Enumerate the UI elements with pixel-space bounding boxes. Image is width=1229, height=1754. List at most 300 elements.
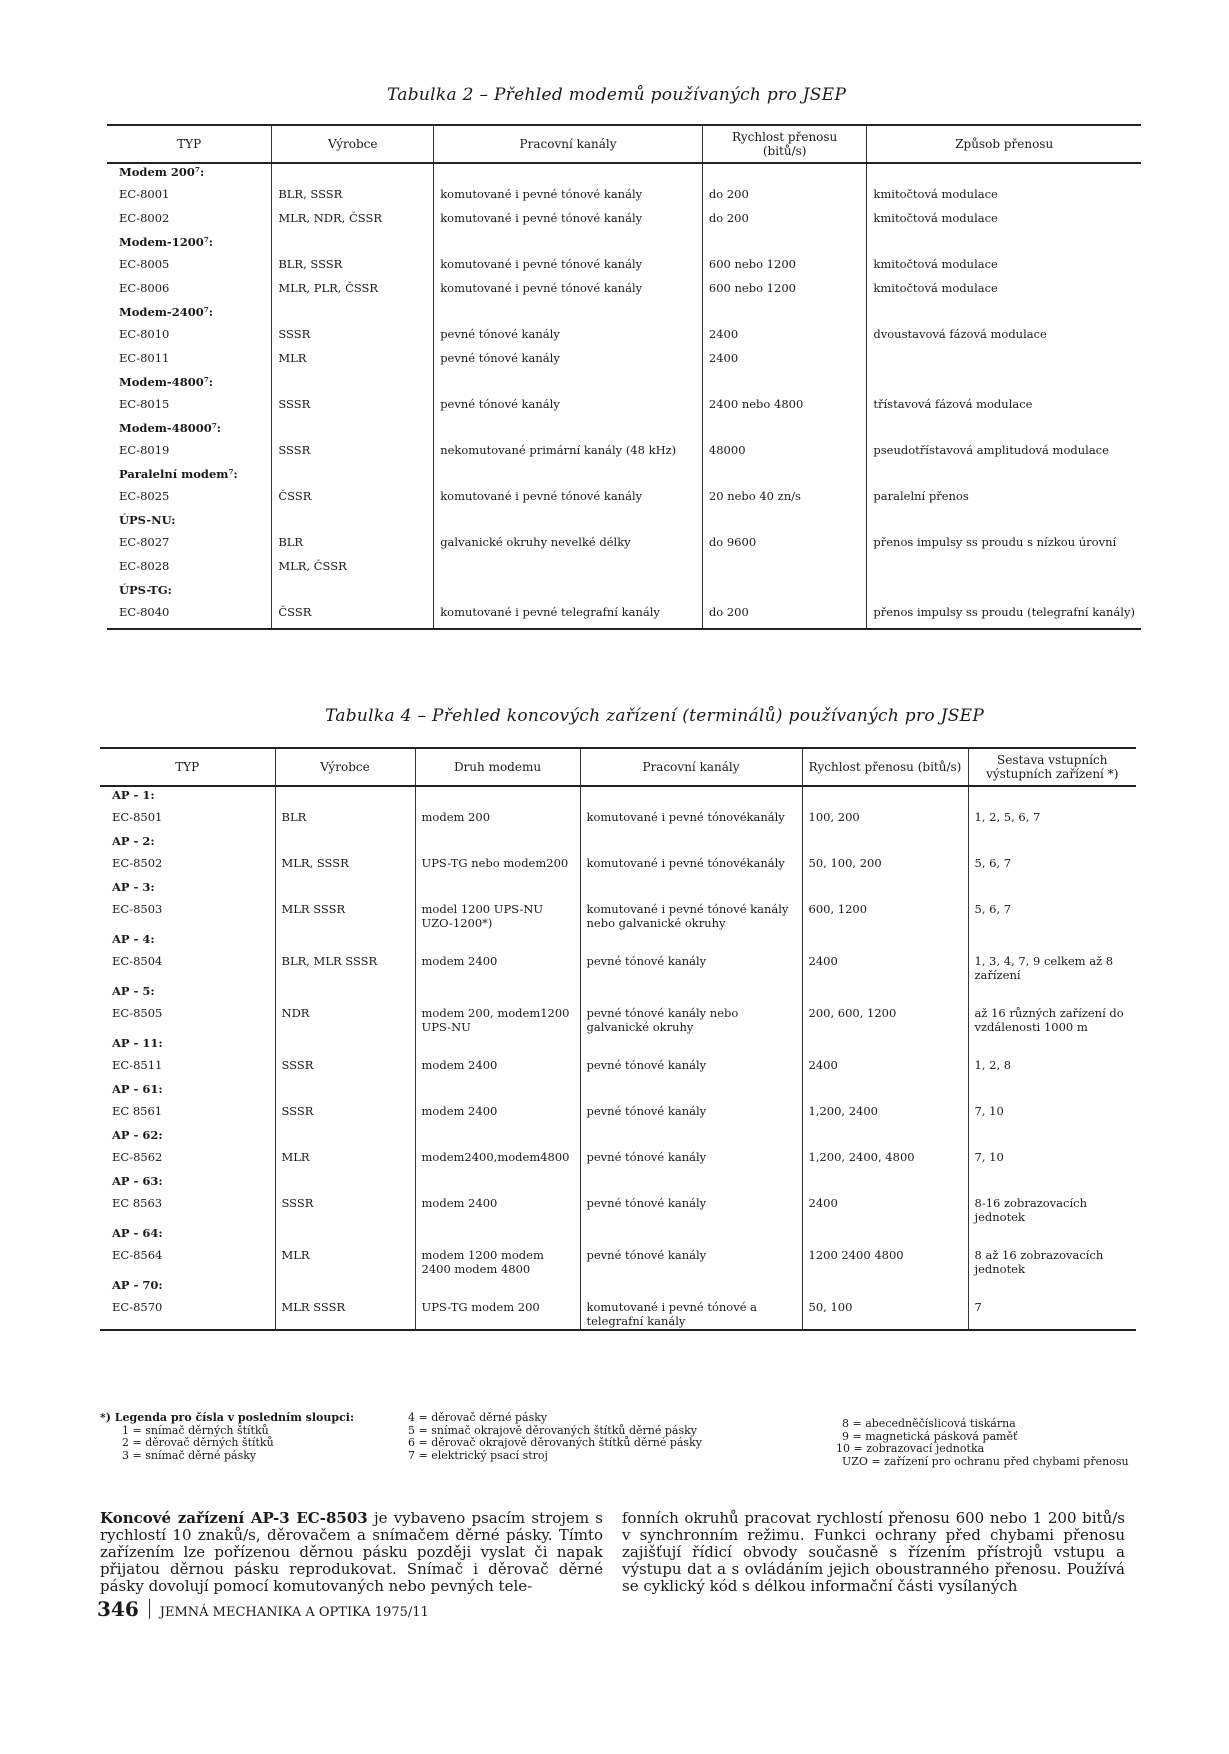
empty-cell — [802, 1173, 968, 1195]
empty-cell — [968, 1277, 1136, 1299]
table-cell: třístavová fázová modulace — [867, 396, 1141, 420]
table-row — [100, 1247, 1136, 1277]
table-row — [100, 1195, 1136, 1225]
table-cell: MLR, ČSSR — [272, 558, 434, 582]
empty-cell — [802, 1277, 968, 1299]
table-cell: dvoustavová fázová modulace — [867, 326, 1141, 350]
table-row — [107, 256, 1141, 280]
table-cell: EC-8011 — [119, 351, 170, 365]
table2-col-header: Způsob přenosu — [867, 125, 1141, 163]
table-cell: BLR, SSSR — [272, 186, 434, 210]
empty-cell — [415, 1081, 580, 1103]
table-cell: EC-8027 — [119, 535, 170, 549]
table4-header-row — [100, 748, 1136, 786]
empty-cell — [580, 1173, 802, 1195]
empty-cell — [415, 1277, 580, 1299]
table-cell: kmitočtová modulace — [867, 186, 1141, 210]
table-cell: komutované i pevné tónové kanály — [434, 280, 703, 304]
group-label: Modem-1200⁷: — [119, 235, 213, 249]
group-label: AP - 61: — [112, 1082, 163, 1096]
table4-body — [100, 786, 1136, 1330]
group-row — [100, 1277, 1136, 1299]
empty-cell — [434, 512, 703, 534]
table-row — [107, 326, 1141, 350]
table-cell: 1,200, 2400, 4800 — [802, 1149, 968, 1173]
table-row — [100, 901, 1136, 931]
group-label: Modem-2400⁷: — [119, 305, 213, 319]
table-cell — [702, 558, 866, 582]
body-text-right — [622, 1510, 1125, 1595]
empty-cell — [275, 1225, 415, 1247]
page-footer — [97, 1597, 429, 1621]
table-cell: přenos impulsy ss proudu s nízkou úrovní — [867, 534, 1141, 558]
table-cell: MLR SSSR — [275, 1299, 415, 1330]
table-cell: MLR — [275, 1247, 415, 1277]
empty-cell — [275, 786, 415, 809]
empty-cell — [415, 1035, 580, 1057]
empty-cell — [968, 1127, 1136, 1149]
legend-col-2 — [408, 1412, 702, 1462]
empty-cell — [802, 1035, 968, 1057]
table4-col-header: Sestava vstupních výstupních zařízení *) — [968, 748, 1136, 786]
table-row — [107, 186, 1141, 210]
group-row — [107, 163, 1141, 186]
table-cell: 7, 10 — [968, 1103, 1136, 1127]
table-cell: modem 2400 — [415, 1057, 580, 1081]
empty-cell — [434, 582, 703, 604]
table-cell: modem 200 — [415, 809, 580, 833]
group-label: AP - 4: — [112, 932, 155, 946]
table-cell: NDR — [275, 1005, 415, 1035]
table-cell: ČSSR — [272, 488, 434, 512]
table-row — [107, 558, 1141, 582]
empty-cell — [867, 512, 1141, 534]
legend-item: 8 = abecedněčíslicová tiskárna — [842, 1417, 1016, 1430]
table-cell: komutované i pevné tónové kanály nebo galvanické okruhy — [580, 901, 802, 931]
empty-cell — [272, 512, 434, 534]
table-cell: SSSR — [272, 442, 434, 466]
table-row — [100, 1149, 1136, 1173]
table-cell: EC-8504 — [112, 954, 163, 968]
legend-title: *) Legenda pro čísla v posledním sloupci: — [100, 1411, 355, 1424]
empty-cell — [802, 879, 968, 901]
table-cell: do 9600 — [702, 534, 866, 558]
table-cell: SSSR — [275, 1057, 415, 1081]
table-cell: pevné tónové kanály — [580, 1103, 802, 1127]
table-row — [100, 809, 1136, 833]
table-cell: ČSSR — [272, 604, 434, 629]
empty-cell — [702, 582, 866, 604]
empty-cell — [272, 582, 434, 604]
table-row — [107, 210, 1141, 234]
table-cell: 1, 2, 8 — [968, 1057, 1136, 1081]
table-cell: EC-8006 — [119, 281, 170, 295]
table-cell: 200, 600, 1200 — [802, 1005, 968, 1035]
table-cell: kmitočtová modulace — [867, 210, 1141, 234]
empty-cell — [434, 420, 703, 442]
table-cell: komutované i pevné tónové kanály — [434, 186, 703, 210]
table-row — [107, 396, 1141, 420]
empty-cell — [415, 833, 580, 855]
empty-cell — [968, 1035, 1136, 1057]
empty-cell — [415, 1173, 580, 1195]
empty-cell — [867, 304, 1141, 326]
empty-cell — [275, 1035, 415, 1057]
table-cell: kmitočtová modulace — [867, 280, 1141, 304]
table-cell: až 16 různých zařízení do vzdálenosti 1000 m — [968, 1005, 1136, 1035]
table4 — [100, 747, 1136, 1331]
table-cell: 8 až 16 zobrazovacích jednotek — [968, 1247, 1136, 1277]
group-row — [107, 374, 1141, 396]
table-cell: EC-8503 — [112, 902, 163, 916]
empty-cell — [702, 466, 866, 488]
empty-cell — [802, 1127, 968, 1149]
group-label: AP - 3: — [112, 880, 155, 894]
table-cell: 2400 nebo 4800 — [702, 396, 866, 420]
empty-cell — [867, 374, 1141, 396]
table-row — [107, 604, 1141, 629]
empty-cell — [702, 512, 866, 534]
table-row — [100, 1005, 1136, 1035]
table-cell: 2400 — [702, 350, 866, 374]
table-cell: pevné tónové kanály — [434, 396, 703, 420]
empty-cell — [415, 786, 580, 809]
footer-divider — [149, 1599, 150, 1619]
table-cell: 20 nebo 40 zn/s — [702, 488, 866, 512]
empty-cell — [802, 983, 968, 1005]
empty-cell — [415, 931, 580, 953]
table2-caption: Tabulka 2 – Přehled modemů používaných pro JSEP — [387, 85, 847, 105]
group-row — [100, 1225, 1136, 1247]
group-label: AP - 70: — [112, 1278, 163, 1292]
table-cell: SSSR — [272, 326, 434, 350]
table-cell: 48000 — [702, 442, 866, 466]
table-cell: nekomutované primární kanály (48 kHz) — [434, 442, 703, 466]
table-cell: modem2400,modem4800 — [415, 1149, 580, 1173]
table-cell: 5, 6, 7 — [968, 901, 1136, 931]
table-cell: pevné tónové kanály — [580, 1247, 802, 1277]
empty-cell — [272, 466, 434, 488]
table-cell: 7, 10 — [968, 1149, 1136, 1173]
legend-item: 5 = snímač okrajově děrovaných štítků děrné pásky — [408, 1423, 697, 1437]
table2-header-row — [107, 125, 1141, 163]
table-row — [100, 1103, 1136, 1127]
table-cell: model 1200 UPS-NU UZO-1200*) — [415, 901, 580, 931]
group-row — [100, 1081, 1136, 1103]
table-cell: EC-8001 — [119, 187, 170, 201]
table-cell: 600 nebo 1200 — [702, 256, 866, 280]
table-cell — [434, 558, 703, 582]
table-cell: EC-8010 — [119, 327, 170, 341]
group-label: Paralelní modem⁷: — [119, 467, 238, 481]
table-cell: komutované i pevné tónové kanály — [434, 488, 703, 512]
empty-cell — [968, 931, 1136, 953]
empty-cell — [275, 879, 415, 901]
empty-cell — [275, 1173, 415, 1195]
empty-cell — [272, 420, 434, 442]
empty-cell — [272, 234, 434, 256]
table-cell: MLR — [272, 350, 434, 374]
group-row — [100, 786, 1136, 809]
table-cell: EC 8561 — [112, 1104, 163, 1118]
empty-cell — [580, 1127, 802, 1149]
legend-item: 7 = elektrický psací stroj — [408, 1448, 548, 1462]
group-row — [100, 983, 1136, 1005]
table2-col-header: TYP — [177, 137, 202, 151]
body-text-left — [100, 1510, 603, 1595]
group-row — [107, 466, 1141, 488]
table-cell: paralelní přenos — [867, 488, 1141, 512]
empty-cell — [702, 304, 866, 326]
legend-item: UZO = zařízení pro ochranu před chybami přenosu — [842, 1454, 1129, 1468]
table-cell: pseudotřístavová amplitudová modulace — [867, 442, 1141, 466]
table-row — [100, 855, 1136, 879]
legend-item: 10 = zobrazovací jednotka — [836, 1442, 985, 1455]
table-cell: BLR, SSSR — [272, 256, 434, 280]
legend-col-1 — [100, 1412, 354, 1462]
legend-item: 1 = snímač děrných štítků — [122, 1423, 269, 1437]
empty-cell — [702, 374, 866, 396]
table-cell: kmitočtová modulace — [867, 256, 1141, 280]
table-cell: EC-8564 — [112, 1248, 163, 1262]
group-row — [100, 1035, 1136, 1057]
table-cell: pevné tónové kanály — [580, 1057, 802, 1081]
table-row — [107, 488, 1141, 512]
table-cell: BLR, MLR SSSR — [275, 953, 415, 983]
table4-caption: Tabulka 4 – Přehled koncových zařízení (terminálů) používaných pro JSEP — [325, 706, 985, 726]
table-cell: 1, 2, 5, 6, 7 — [968, 809, 1136, 833]
table-cell: 2400 — [802, 953, 968, 983]
empty-cell — [968, 1225, 1136, 1247]
group-row — [100, 1127, 1136, 1149]
table-row — [100, 953, 1136, 983]
empty-cell — [580, 931, 802, 953]
table-cell: EC-8028 — [119, 559, 170, 573]
empty-cell — [580, 833, 802, 855]
table-cell: EC-8562 — [112, 1150, 163, 1164]
table2-col-header: Výrobce — [272, 125, 434, 163]
empty-cell — [580, 1081, 802, 1103]
empty-cell — [867, 234, 1141, 256]
table4-col-header: Druh modemu — [415, 748, 580, 786]
empty-cell — [968, 983, 1136, 1005]
legend-item: 9 = magnetická pásková paměť — [842, 1429, 1018, 1443]
empty-cell — [434, 234, 703, 256]
group-label: AP - 2: — [112, 834, 155, 848]
table-cell: 600 nebo 1200 — [702, 280, 866, 304]
empty-cell — [580, 983, 802, 1005]
group-row — [107, 420, 1141, 442]
table-row — [100, 1057, 1136, 1081]
empty-cell — [275, 931, 415, 953]
group-label: AP - 64: — [112, 1226, 163, 1240]
table-cell: do 200 — [702, 210, 866, 234]
legend-item: 6 = děrovač okrajově děrovaných štítků děrné pásky — [408, 1436, 702, 1449]
group-row — [100, 833, 1136, 855]
body-left-text: je vybaveno psacím strojem s rychlostí 10 znaků/s, děrovačem a snímačem děrné pásky. Tímto zařízením lze pořízenou děrnou pásku později vyslat či napak přijatou děrnou pásku reprodukovat. Snímač i děrovač děrné pásky dovolují pomocí komutovaných nebo pevných tele- — [100, 1509, 603, 1595]
empty-cell — [968, 833, 1136, 855]
empty-cell — [275, 833, 415, 855]
table-cell: modem 200, modem1200 UPS-NU — [415, 1005, 580, 1035]
table-cell: modem 1200 modem 2400 modem 4800 — [415, 1247, 580, 1277]
empty-cell — [802, 786, 968, 809]
empty-cell — [802, 833, 968, 855]
group-label: Modem 200⁷: — [119, 165, 205, 179]
table-cell: 8-16 zobrazovacích jednotek — [968, 1195, 1136, 1225]
empty-cell — [434, 163, 703, 186]
table-cell: modem 2400 — [415, 1103, 580, 1127]
table-row — [107, 534, 1141, 558]
group-label: AP - 11: — [112, 1036, 163, 1050]
table-cell: EC-8505 — [112, 1006, 163, 1020]
table-cell: pevné tónové kanály — [580, 1195, 802, 1225]
table-cell: přenos impulsy ss proudu (telegrafní kanály) — [867, 604, 1141, 629]
table-cell: UPS-TG nebo modem200 — [415, 855, 580, 879]
empty-cell — [272, 374, 434, 396]
empty-cell — [415, 1127, 580, 1149]
table-cell — [867, 558, 1141, 582]
empty-cell — [867, 582, 1141, 604]
legend-col-3 — [820, 1418, 1129, 1468]
table-cell: EC-8025 — [119, 489, 170, 503]
group-label: AP - 1: — [112, 788, 155, 802]
legend-item: 4 = děrovač děrné pásky — [408, 1411, 548, 1424]
group-row — [100, 879, 1136, 901]
group-row — [107, 582, 1141, 604]
table4-col-header: Rychlost přenosu (bitů/s) — [802, 748, 968, 786]
table-cell: MLR, NDR, ČSSR — [272, 210, 434, 234]
table-cell: EC-8015 — [119, 397, 170, 411]
body-right-text: fonních okruhů pracovat rychlostí přenosu 600 nebo 1 200 bitů/s v synchronním režimu. Funkci ochrany před chybami přenosu zajišťují řídicí obvody současně s řízením přístrojů vstupu a výstupu dat a s ovládáním jejich oboustranného přenosu. Používá se cyklický kód s délkou informační části vysílaných — [622, 1509, 1125, 1595]
group-label: Modem-48000⁷: — [119, 421, 221, 435]
table-cell: komutované i pevné tónové kanály — [434, 256, 703, 280]
empty-cell — [580, 1035, 802, 1057]
empty-cell — [434, 304, 703, 326]
group-row — [107, 234, 1141, 256]
table-cell: SSSR — [272, 396, 434, 420]
body-lead: Koncové zařízení AP-3 EC-8503 — [100, 1509, 368, 1527]
table-cell: komutované i pevné telegrafní kanály — [434, 604, 703, 629]
table-row — [107, 280, 1141, 304]
legend-item: 3 = snímač děrné pásky — [122, 1448, 257, 1462]
group-label: ÚPS-NU: — [119, 513, 176, 527]
table-cell: MLR — [275, 1149, 415, 1173]
table-cell: 50, 100 — [802, 1299, 968, 1330]
empty-cell — [275, 1277, 415, 1299]
empty-cell — [415, 879, 580, 901]
group-row — [107, 512, 1141, 534]
table-cell: EC-8570 — [112, 1300, 163, 1314]
empty-cell — [968, 1173, 1136, 1195]
table2 — [107, 124, 1141, 630]
table2-body — [107, 163, 1141, 629]
table2-col-header: Pracovní kanály — [434, 125, 703, 163]
group-row — [100, 1173, 1136, 1195]
table-cell: EC-8511 — [112, 1058, 163, 1072]
table-cell: 1,200, 2400 — [802, 1103, 968, 1127]
group-label: Modem-4800⁷: — [119, 375, 213, 389]
table-cell: EC-8002 — [119, 211, 170, 225]
empty-cell — [968, 879, 1136, 901]
table-cell: EC-8019 — [119, 443, 170, 457]
empty-cell — [580, 1277, 802, 1299]
empty-cell — [275, 1127, 415, 1149]
table-cell: MLR, SSSR — [275, 855, 415, 879]
table-cell: pevné tónové kanály — [580, 953, 802, 983]
empty-cell — [867, 466, 1141, 488]
empty-cell — [968, 786, 1136, 809]
table-cell: BLR — [272, 534, 434, 558]
table-cell: 5, 6, 7 — [968, 855, 1136, 879]
empty-cell — [867, 420, 1141, 442]
empty-cell — [275, 983, 415, 1005]
empty-cell — [968, 1081, 1136, 1103]
empty-cell — [867, 163, 1141, 186]
empty-cell — [702, 163, 866, 186]
table-cell: 2400 — [802, 1195, 968, 1225]
empty-cell — [580, 786, 802, 809]
table-cell: komutované i pevné tónové a telegrafní kanály — [580, 1299, 802, 1330]
table-cell: MLR, PLR, ČSSR — [272, 280, 434, 304]
table-cell: EC 8563 — [112, 1196, 163, 1210]
empty-cell — [580, 1225, 802, 1247]
table-cell: komutované i pevné tónové kanály — [434, 210, 703, 234]
table-row — [100, 1299, 1136, 1330]
table-cell: 600, 1200 — [802, 901, 968, 931]
table-cell: pevné tónové kanály — [580, 1149, 802, 1173]
table-cell: BLR — [275, 809, 415, 833]
table-cell: do 200 — [702, 604, 866, 629]
table-cell: MLR SSSR — [275, 901, 415, 931]
table-cell: pevné tónové kanály — [434, 326, 703, 350]
table-cell: galvanické okruhy nevelké délky — [434, 534, 703, 558]
table-cell: 1200 2400 4800 — [802, 1247, 968, 1277]
page-number: 346 — [97, 1597, 139, 1621]
empty-cell — [434, 466, 703, 488]
empty-cell — [802, 1225, 968, 1247]
table-cell: komutované i pevné tónovékanály — [580, 855, 802, 879]
empty-cell — [580, 879, 802, 901]
table-cell: 7 — [968, 1299, 1136, 1330]
table-cell: do 200 — [702, 186, 866, 210]
table-cell — [867, 350, 1141, 374]
table2-col-header: Rychlost přenosu (bitů/s) — [702, 125, 866, 163]
empty-cell — [275, 1081, 415, 1103]
table4-col-header: TYP — [175, 760, 200, 774]
table-cell: modem 2400 — [415, 953, 580, 983]
group-label: AP - 63: — [112, 1174, 163, 1188]
group-row — [100, 931, 1136, 953]
empty-cell — [272, 304, 434, 326]
table-cell: EC-8501 — [112, 810, 163, 824]
table-cell: 2400 — [802, 1057, 968, 1081]
empty-cell — [802, 1081, 968, 1103]
table-cell: modem 2400 — [415, 1195, 580, 1225]
empty-cell — [415, 1225, 580, 1247]
table4-col-header: Výrobce — [275, 748, 415, 786]
table-row — [107, 442, 1141, 466]
table-cell: 50, 100, 200 — [802, 855, 968, 879]
empty-cell — [702, 420, 866, 442]
table-cell: pevné tónové kanály — [434, 350, 703, 374]
journal-name: JEMNÁ MECHANIKA A OPTIKA 1975/11 — [159, 1605, 429, 1620]
empty-cell — [702, 234, 866, 256]
empty-cell — [415, 983, 580, 1005]
table-row — [107, 350, 1141, 374]
group-label: AP - 5: — [112, 984, 155, 998]
group-label: AP - 62: — [112, 1128, 163, 1142]
group-label: ÚPS-TG: — [119, 583, 172, 597]
